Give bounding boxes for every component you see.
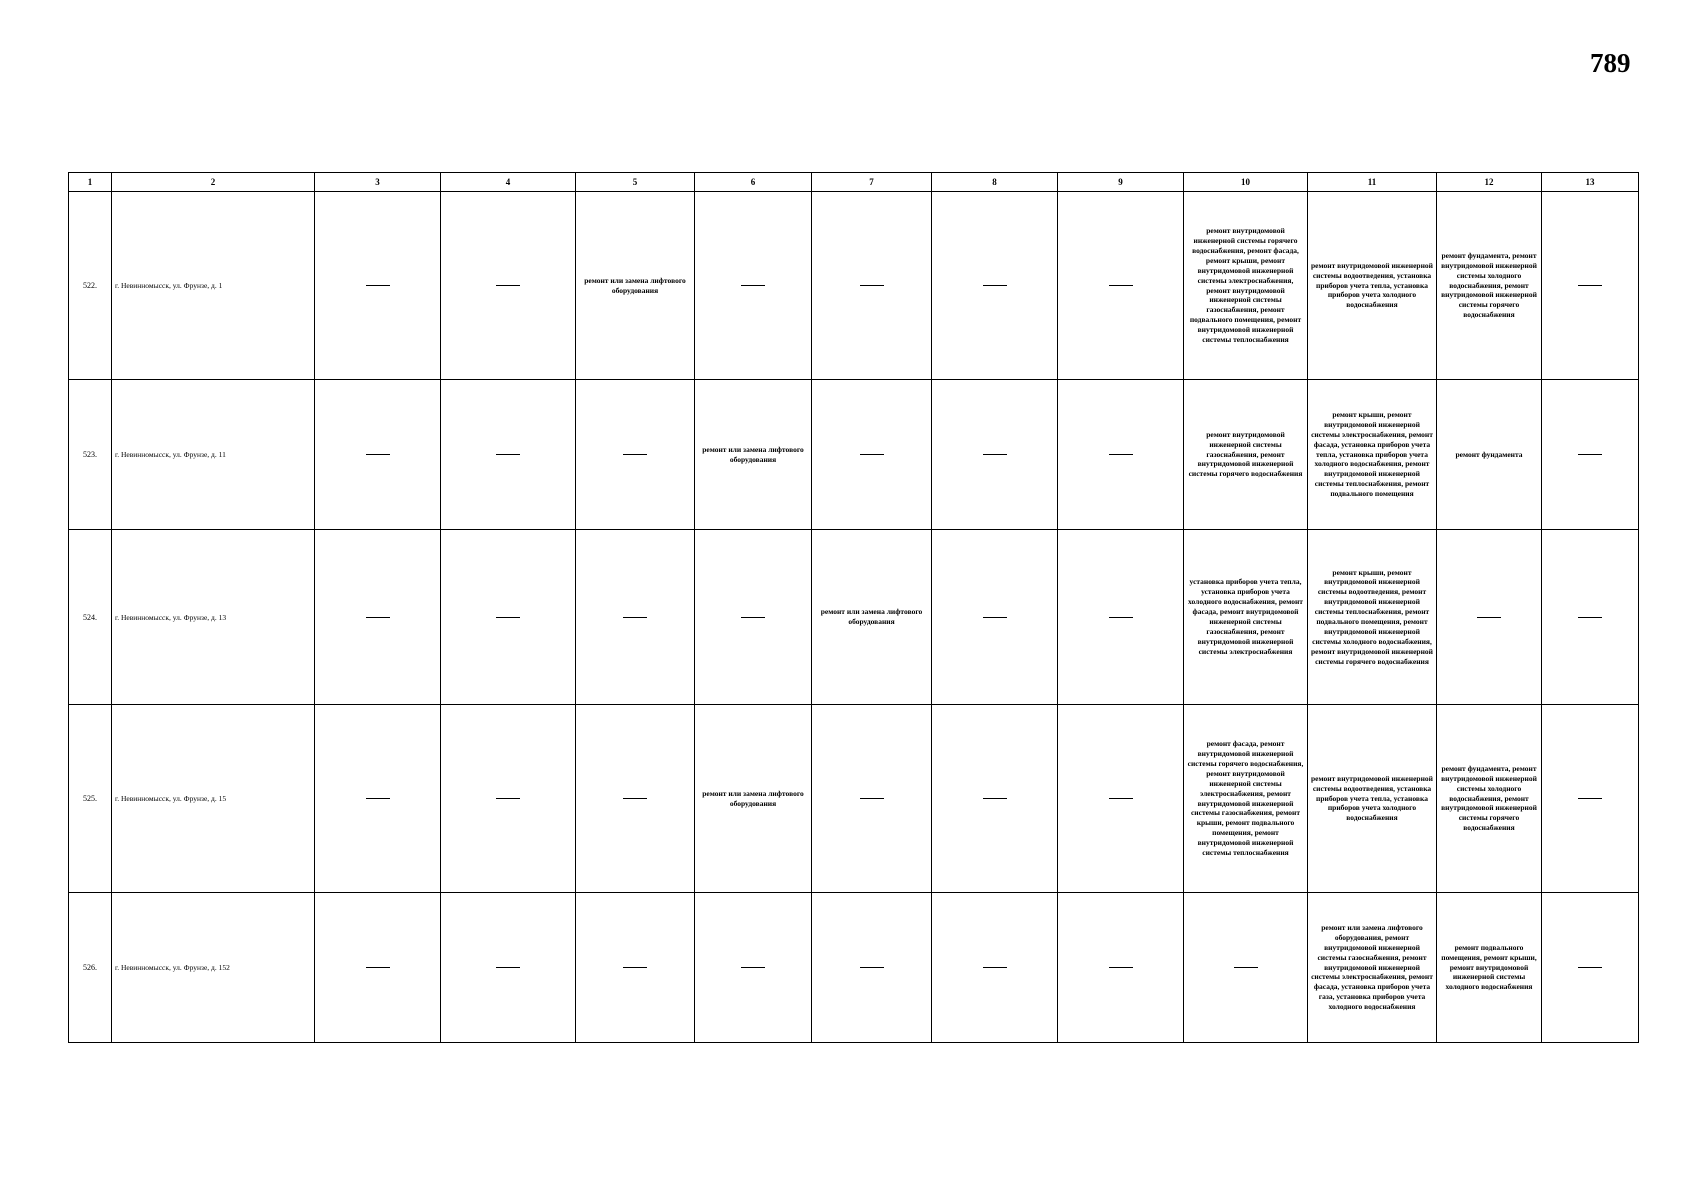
page-number: 789: [1590, 48, 1631, 78]
empty-dash-cell: [812, 705, 932, 893]
dash-mark: [1578, 285, 1602, 286]
empty-dash-cell: [932, 705, 1058, 893]
row-number-cell: 525.: [69, 705, 112, 893]
table-row: [69, 192, 1639, 380]
empty-dash-cell: [1058, 530, 1184, 705]
dash-mark: [1109, 967, 1133, 968]
column-number-header: 13: [1542, 173, 1639, 192]
work-type-cell: ремонт внутридомовой инженерной системы водоотведения, установка приборов учета тепла, установка приборов учета холодного водоснабжения: [1308, 705, 1437, 893]
dash-mark: [1109, 285, 1133, 286]
dash-mark: [623, 454, 647, 455]
empty-dash-cell: [576, 530, 695, 705]
column-number-header: 1: [69, 173, 112, 192]
dash-mark: [741, 617, 765, 618]
work-type-cell: ремонт или замена лифтового оборудования: [576, 192, 695, 380]
work-type-cell: ремонт или замена лифтового оборудования: [695, 705, 812, 893]
dash-mark: [983, 798, 1007, 799]
empty-dash-cell: [932, 530, 1058, 705]
column-number-header: 4: [441, 173, 576, 192]
column-number-header: 3: [315, 173, 441, 192]
dash-mark: [1578, 617, 1602, 618]
empty-dash-cell: [1058, 192, 1184, 380]
work-type-cell: ремонт фасада, ремонт внутридомовой инженерной системы горячего водоснабжения, ремонт внутридомовой инженерной системы электроснабжения, ремонт внутридомовой инженерной системы газоснабжения, ремонт крыши, ремонт подвального помещения, ремонт внутридомовой инженерной системы теплоснабжения: [1184, 705, 1308, 893]
dash-mark: [1578, 798, 1602, 799]
dash-mark: [1578, 454, 1602, 455]
empty-dash-cell: [1542, 530, 1639, 705]
empty-dash-cell: [932, 380, 1058, 530]
dash-mark: [741, 285, 765, 286]
dash-mark: [623, 798, 647, 799]
empty-dash-cell: [932, 192, 1058, 380]
empty-dash-cell: [576, 893, 695, 1043]
work-type-cell: ремонт или замена лифтового оборудования: [695, 380, 812, 530]
dash-mark: [496, 798, 520, 799]
dash-mark: [1109, 454, 1133, 455]
dash-mark: [1234, 967, 1258, 968]
table-row: [69, 893, 1639, 1043]
work-type-cell: ремонт фундамента, ремонт внутридомовой инженерной системы холодного водоснабжения, ремонт внутридомовой инженерной системы горячего водоснабжения: [1437, 192, 1542, 380]
column-number-header: 11: [1308, 173, 1437, 192]
empty-dash-cell: [1542, 192, 1639, 380]
row-number-cell: 524.: [69, 530, 112, 705]
dash-mark: [496, 454, 520, 455]
empty-dash-cell: [812, 192, 932, 380]
empty-dash-cell: [1184, 893, 1308, 1043]
dash-mark: [623, 617, 647, 618]
dash-mark: [366, 967, 390, 968]
empty-dash-cell: [695, 192, 812, 380]
empty-dash-cell: [441, 380, 576, 530]
dash-mark: [496, 967, 520, 968]
empty-dash-cell: [576, 705, 695, 893]
empty-dash-cell: [315, 530, 441, 705]
table-row: [69, 380, 1639, 530]
column-number-header: 10: [1184, 173, 1308, 192]
work-type-cell: ремонт крыши, ремонт внутридомовой инженерной системы электроснабжения, ремонт фасада, установка приборов учета тепла, установка приборов учета холодного водоснабжения, ремонт внутридомовой инженерной системы теплоснабжения, ремонт подвального помещения: [1308, 380, 1437, 530]
empty-dash-cell: [576, 380, 695, 530]
empty-dash-cell: [695, 530, 812, 705]
column-number-header-row: [69, 173, 1639, 192]
dash-mark: [860, 285, 884, 286]
empty-dash-cell: [441, 893, 576, 1043]
column-number-header: 2: [112, 173, 315, 192]
empty-dash-cell: [1542, 380, 1639, 530]
work-type-cell: ремонт или замена лифтового оборудования, ремонт внутридомовой инженерной системы газоснабжения, ремонт внутридомовой инженерной системы электроснабжения, ремонт фасада, установка приборов учета газа, установка приборов учета холодного водоснабжения: [1308, 893, 1437, 1043]
work-type-cell: ремонт внутридомовой инженерной системы водоотведения, установка приборов учета тепла, установка приборов учета холодного водоснабжения: [1308, 192, 1437, 380]
table-row: [69, 530, 1639, 705]
dash-mark: [860, 454, 884, 455]
empty-dash-cell: [1058, 705, 1184, 893]
dash-mark: [860, 967, 884, 968]
empty-dash-cell: [315, 192, 441, 380]
dash-mark: [366, 617, 390, 618]
work-type-cell: ремонт крыши, ремонт внутридомовой инженерной системы водоотведения, ремонт внутридомовой инженерной системы теплоснабжения, ремонт подвального помещения, ремонт внутридомовой инженерной системы холодного водоснабжения, ремонт внутридомовой инженерной системы горячего водоснабжения: [1308, 530, 1437, 705]
empty-dash-cell: [812, 893, 932, 1043]
address-cell: г. Невинномысск, ул. Фрунзе, д. 1: [112, 192, 315, 380]
empty-dash-cell: [315, 893, 441, 1043]
dash-mark: [983, 285, 1007, 286]
row-number-cell: 523.: [69, 380, 112, 530]
address-cell: г. Невинномысск, ул. Фрунзе, д. 13: [112, 530, 315, 705]
work-type-cell: ремонт фундамента: [1437, 380, 1542, 530]
empty-dash-cell: [315, 705, 441, 893]
dash-mark: [1109, 798, 1133, 799]
column-number-header: 7: [812, 173, 932, 192]
work-type-cell: ремонт внутридомовой инженерной системы горячего водоснабжения, ремонт фасада, ремонт крыши, ремонт внутридомовой инженерной системы электроснабжения, ремонт внутридомовой инженерной системы газоснабжения, ремонт подвального помещения, ремонт внутридомовой инженерной системы теплоснабжения: [1184, 192, 1308, 380]
dash-mark: [623, 967, 647, 968]
row-number-cell: 522.: [69, 192, 112, 380]
empty-dash-cell: [1542, 705, 1639, 893]
dash-mark: [496, 617, 520, 618]
column-number-header: 8: [932, 173, 1058, 192]
empty-dash-cell: [441, 530, 576, 705]
column-number-header: 12: [1437, 173, 1542, 192]
dash-mark: [983, 454, 1007, 455]
work-type-cell: установка приборов учета тепла, установка приборов учета холодного водоснабжения, ремонт фасада, ремонт внутридомовой инженерной системы газоснабжения, ремонт внутридомовой инженерной системы электроснабжения: [1184, 530, 1308, 705]
work-type-cell: ремонт подвального помещения, ремонт крыши, ремонт внутридомовой инженерной системы холодного водоснабжения: [1437, 893, 1542, 1043]
row-number-cell: 526.: [69, 893, 112, 1043]
address-cell: г. Невинномысск, ул. Фрунзе, д. 152: [112, 893, 315, 1043]
dash-mark: [1578, 967, 1602, 968]
empty-dash-cell: [812, 380, 932, 530]
empty-dash-cell: [315, 380, 441, 530]
empty-dash-cell: [1058, 893, 1184, 1043]
empty-dash-cell: [1542, 893, 1639, 1043]
dash-mark: [366, 454, 390, 455]
work-type-cell: ремонт или замена лифтового оборудования: [812, 530, 932, 705]
dash-mark: [1109, 617, 1133, 618]
empty-dash-cell: [1058, 380, 1184, 530]
dash-mark: [983, 967, 1007, 968]
column-number-header: 6: [695, 173, 812, 192]
empty-dash-cell: [1437, 530, 1542, 705]
empty-dash-cell: [932, 893, 1058, 1043]
dash-mark: [366, 285, 390, 286]
dash-mark: [860, 798, 884, 799]
table-row: [69, 705, 1639, 893]
empty-dash-cell: [441, 192, 576, 380]
empty-dash-cell: [695, 893, 812, 1043]
address-cell: г. Невинномысск, ул. Фрунзе, д. 15: [112, 705, 315, 893]
dash-mark: [983, 617, 1007, 618]
dash-mark: [741, 967, 765, 968]
address-cell: г. Невинномысск, ул. Фрунзе, д. 11: [112, 380, 315, 530]
dash-mark: [366, 798, 390, 799]
dash-mark: [496, 285, 520, 286]
empty-dash-cell: [441, 705, 576, 893]
column-number-header: 5: [576, 173, 695, 192]
column-number-header: 9: [1058, 173, 1184, 192]
work-type-cell: ремонт внутридомовой инженерной системы газоснабжения, ремонт внутридомовой инженерной системы горячего водоснабжения: [1184, 380, 1308, 530]
dash-mark: [1477, 617, 1501, 618]
work-type-cell: ремонт фундамента, ремонт внутридомовой инженерной системы холодного водоснабжения, ремонт внутридомовой инженерной системы горячего водоснабжения: [1437, 705, 1542, 893]
capital-repair-table: [68, 172, 1639, 1043]
